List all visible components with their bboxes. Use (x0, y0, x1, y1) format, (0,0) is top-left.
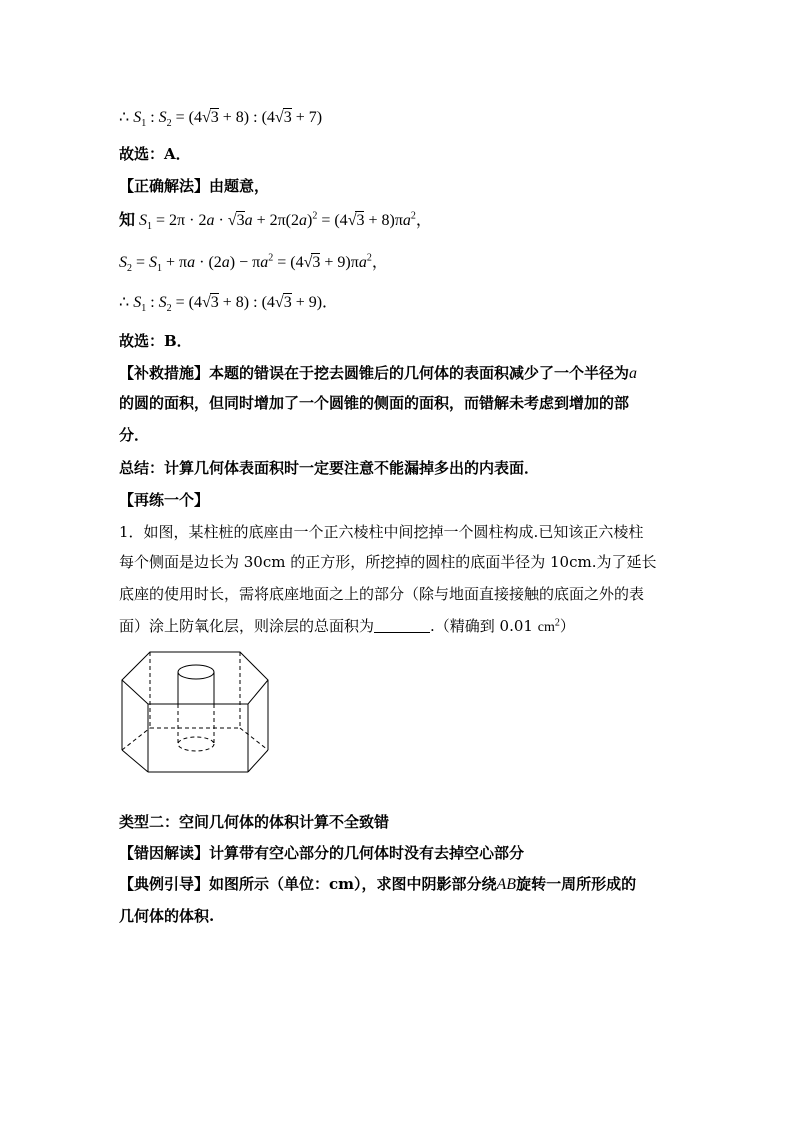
answer-a: 故选：A． (119, 145, 191, 163)
example-line-2: 几何体的体积. (119, 907, 215, 925)
type-two-heading: 类型二：空间几何体的体积计算不全致错 (119, 813, 390, 831)
correct-solution-heading: 【正确解法】由题意， (119, 177, 270, 195)
formula-s1: 知 $S_1 = 2\pi \cdot 2a \cdot √3a + 2\pi(2a)^2 = (4√3 + 8)\pi a^2$， (119, 210, 432, 233)
summary-line: 总结：计算几何体表面积时一定要注意不能漏掉多出的内表面． (119, 459, 540, 477)
problem-line-1: 1．如图，某柱桩的底座由一个正六棱柱中间挖掉一个圆柱构成.已知该正六棱柱 (119, 523, 644, 541)
practice-heading: 【再练一个】 (119, 491, 210, 509)
ratio-line-correct: ∴ $S_1$ : $S_2 = (4√3 + 8)$ : (4√3 + 9)． (119, 294, 339, 315)
formula-s2: $S_2 = S_1 + \pi a \cdot (2a) - \pi a^2 = (4√3 + 9)\pi a^2$， (119, 252, 388, 275)
answer-b: 故选：B． (119, 332, 192, 350)
error-reason-line: 【错因解读】计算带有空心部分的几何体时没有去掉空心部分 (119, 844, 525, 862)
example-line-1: 【典例引导】如图所示（单位：cm），求图中阴影部分绕AB旋转一周所形成的 (119, 875, 637, 893)
hex-prism-figure (118, 648, 288, 778)
problem-line-3: 底座的使用时长，需将底座地面之上的部分（除与地面直接接触的底面之外的表 (119, 585, 645, 603)
problem-line-2: 每个侧面是边长为 30cm 的正方形，所挖掉的圆柱的底面半径为 10cm.为了延长 (119, 553, 657, 571)
answer-blank (374, 618, 430, 633)
remedy-line-2: 的圆的面积，但同时增加了一个圆锥的侧面的面积，而错解未考虑到增加的部 (119, 394, 630, 412)
ratio-line-wrong: ∴ $S_1$ : $S_2 = (4√3 + 8)$ : (4√3 + 7) (119, 109, 323, 130)
remedy-line-3: 分． (119, 426, 150, 444)
remedy-line-1: 【补救措施】本题的错误在于挖去圆锥后的几何体的表面积减少了一个半径为a (119, 364, 638, 382)
problem-line-4: 面）涂上防氧化层，则涂层的总面积为 .（精确到 0.01 $cm^2$） (119, 617, 575, 635)
